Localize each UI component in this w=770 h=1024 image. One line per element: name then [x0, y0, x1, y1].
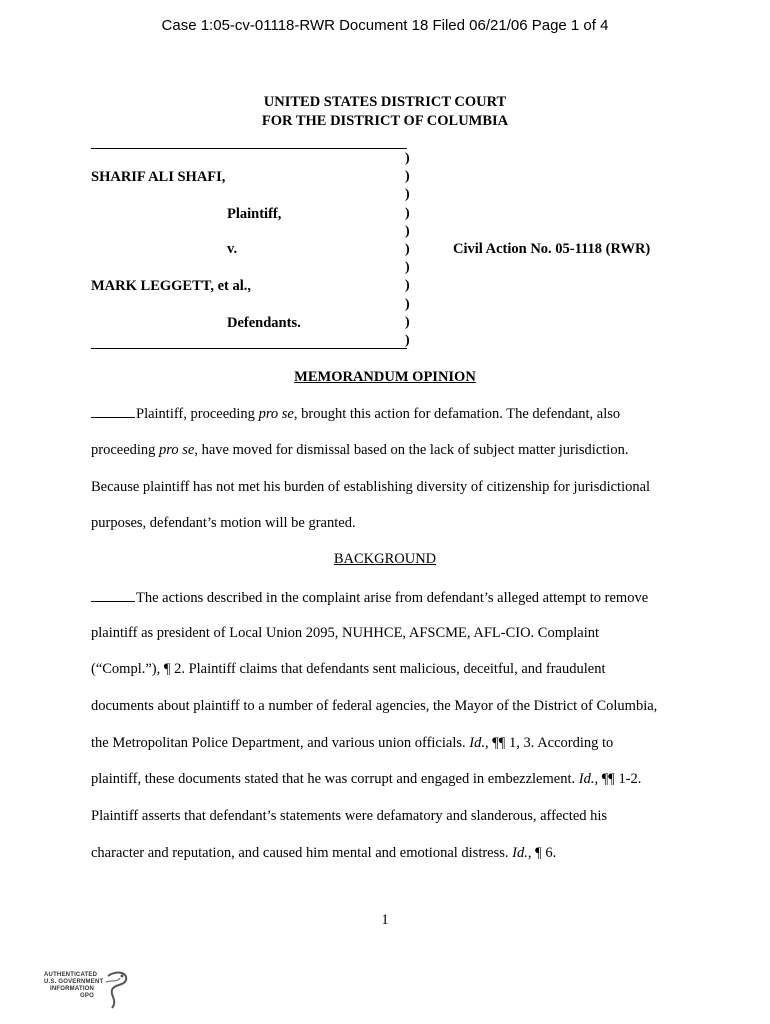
- caption-paren-column: ) ) ) ) ) ) ) ) ) ) ): [405, 151, 410, 349]
- background-line-6: plaintiff, these documents stated that he was corrupt and engaged in embezzlement. Id., ¶¶ 1-2.: [91, 771, 642, 787]
- intro-line-4: purposes, defendant’s motion will be granted.: [91, 515, 356, 531]
- caption-bottom-rule: [91, 348, 407, 349]
- background-line-4: documents about plaintiff to a number of federal agencies, the Mayor of the District of Columbia,: [91, 698, 658, 714]
- background-line-2: plaintiff as president of Local Union 2095, NUHHCE, AFSCME, AFL-CIO. Complaint: [91, 625, 600, 641]
- gpo-authentication-seal: [44, 972, 130, 1016]
- document-title: MEMORANDUM OPINION: [294, 369, 476, 385]
- seal-line-2: U.S. GOVERNMENT: [44, 979, 104, 985]
- intro-line-1: Plaintiff, proceeding pro se, brought this action for defamation. The defendant, also: [91, 405, 620, 423]
- caption-top-rule: [91, 148, 407, 149]
- intro-line-3: Because plaintiff has not met his burden of establishing diversity of citizenship for jurisdictional: [91, 479, 651, 495]
- eagle-icon: [100, 970, 130, 1010]
- background-line-1: The actions described in the complaint arise from defendant’s alleged attempt to remove: [91, 589, 648, 607]
- defendant-role: Defendants.: [227, 315, 301, 331]
- background-line-7: Plaintiff asserts that defendant’s statements were defamatory and slanderous, affected his: [91, 808, 608, 824]
- background-line-3: (“Compl.”), ¶ 2. Plaintiff claims that defendants sent malicious, deceitful, and fraudulent: [91, 661, 606, 677]
- court-name-line2: FOR THE DISTRICT OF COLUMBIA: [261, 113, 509, 129]
- defendant-name: MARK LEGGETT, et al.,: [91, 278, 252, 294]
- seal-line-1: AUTHENTICATED: [44, 972, 98, 978]
- plaintiff-name: SHARIF ALI SHAFI,: [91, 169, 226, 185]
- civil-action-number: Civil Action No. 05-1118 (RWR): [453, 241, 651, 257]
- versus: v.: [227, 241, 238, 257]
- seal-line-3: INFORMATION: [50, 986, 95, 992]
- background-line-5: the Metropolitan Police Department, and various union officials. Id., ¶¶ 1, 3. According to: [91, 735, 614, 751]
- page-number: 1: [381, 912, 389, 928]
- paragraph-indent-rule: [91, 405, 135, 418]
- plaintiff-role: Plaintiff,: [227, 206, 282, 222]
- intro-line-2: proceeding pro se, have moved for dismissal based on the lack of subject matter jurisdiction.: [91, 442, 629, 458]
- case-header: Case 1:05-cv-01118-RWR Document 18 Filed 06/21/06 Page 1 of 4: [161, 17, 609, 34]
- paragraph-indent-rule: [91, 589, 135, 602]
- seal-line-4: GPO: [80, 993, 94, 999]
- background-heading: BACKGROUND: [333, 551, 437, 567]
- court-name-line1: UNITED STATES DISTRICT COURT: [263, 94, 507, 110]
- background-line-8: character and reputation, and caused him mental and emotional distress. Id., ¶ 6.: [91, 845, 557, 861]
